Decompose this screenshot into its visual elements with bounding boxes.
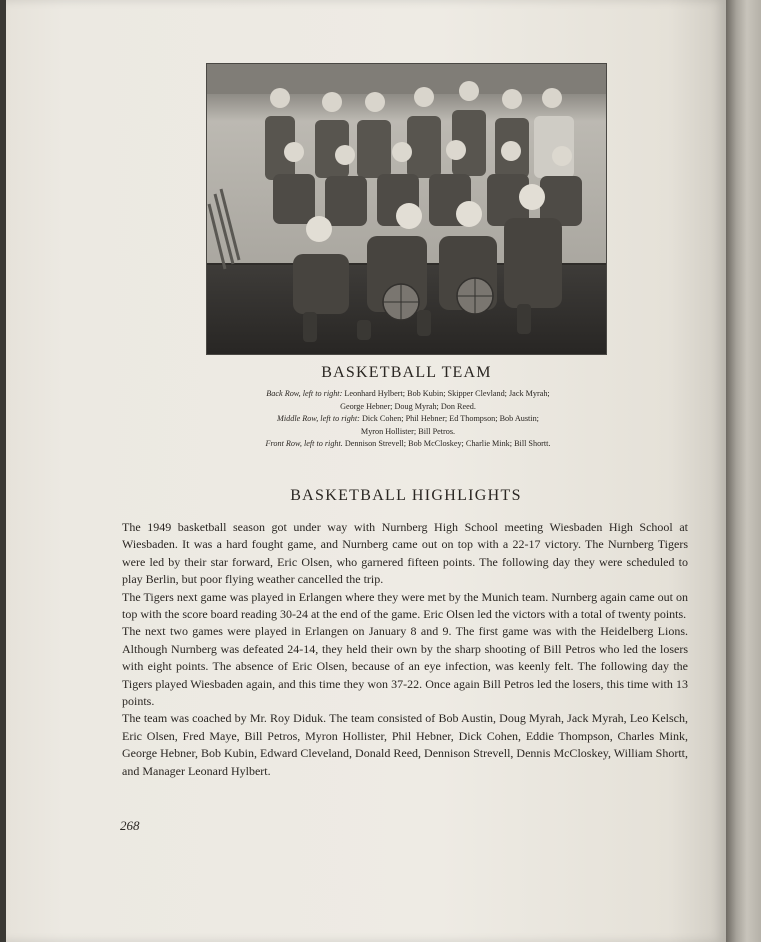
roster-names: Leonhard Hylbert; Bob Kubin; Skipper Clevland; Jack Myrah; bbox=[344, 389, 550, 398]
paragraph: The team was coached by Mr. Roy Diduk. The team consisted of Bob Austin, Doug Myrah, Jack Myrah, Leo Kelsch, Eric Olsen, Fred Maye, Bill Petros, Myron Hollister, Phil Hebner, Dick Cohen, Eddie Thompson, Charles Mink, George Hebner, Bob Kubin, Edward Cleveland, Donald Reed, Dennison Strevell, Dennis McCloskey, William Shortt, and Manager Leonard Hylbert. bbox=[122, 711, 688, 778]
adjacent-page-edge bbox=[726, 0, 761, 942]
photo-caption-title: BASKETBALL TEAM bbox=[321, 364, 492, 381]
roster-row-middle bbox=[211, 413, 605, 438]
roster-names: Myron Hollister; Bill Petros. bbox=[360, 426, 456, 436]
team-roster bbox=[211, 388, 605, 451]
section-title: BASKETBALL HIGHLIGHTS bbox=[290, 487, 522, 504]
paragraph: The 1949 basketball season got under way with Nurnberg High School meeting Wiesbaden High School at Wiesbaden. It was a hard fought game, and Nurnberg came out on top with a 22-17 victory. The Nurnberg Tigers were led by their star forward, Eric Olsen, who garnered fifteen points. The following day they were scheduled to play Berlin, but poor flying weather cancelled the trip. bbox=[122, 520, 688, 587]
team-photo bbox=[207, 64, 606, 354]
roster-row-back bbox=[211, 388, 605, 413]
roster-names: Dennison Strevell; Bob McCloskey; Charlie Mink; Bill Shortt. bbox=[344, 439, 551, 449]
team-photo-image bbox=[207, 64, 606, 354]
roster-row-label: Front Row, left to right. bbox=[265, 439, 343, 449]
page-number: 268 bbox=[120, 818, 140, 833]
roster-row-label: Back Row, left to right: bbox=[266, 389, 343, 398]
roster-names: George Hebner; Doug Myrah; Don Reed. bbox=[340, 401, 476, 411]
roster-row-front bbox=[211, 438, 605, 451]
roster-row-label: Middle Row, left to right: bbox=[277, 414, 360, 424]
highlights-text bbox=[122, 519, 688, 780]
roster-names: Dick Cohen; Phil Hebner; Ed Thompson; Bob Austin; bbox=[361, 414, 539, 424]
yearbook-page bbox=[6, 0, 726, 942]
paragraph: The next two games were played in Erlangen on January 8 and 9. The first game was with the Heidelberg Lions. Although Nurnberg was defeated 24-14, they held their own by the sharp shooting of Bill Petros who led the losers with eight points. The absence of Eric Olsen, because of an eye infection, was keenly felt. The following day the Tigers played Wiesbaden again, and this time they won 37-22. Once again Bill Petros led the losers, this time with 13 points. bbox=[122, 624, 688, 709]
paragraph: The Tigers next game was played in Erlangen where they were met by the Munich team. Nurnberg again came out on top with the score board reading 30-24 at the end of the game. Eric Olsen led the victors with a total of twenty points. bbox=[122, 589, 688, 622]
